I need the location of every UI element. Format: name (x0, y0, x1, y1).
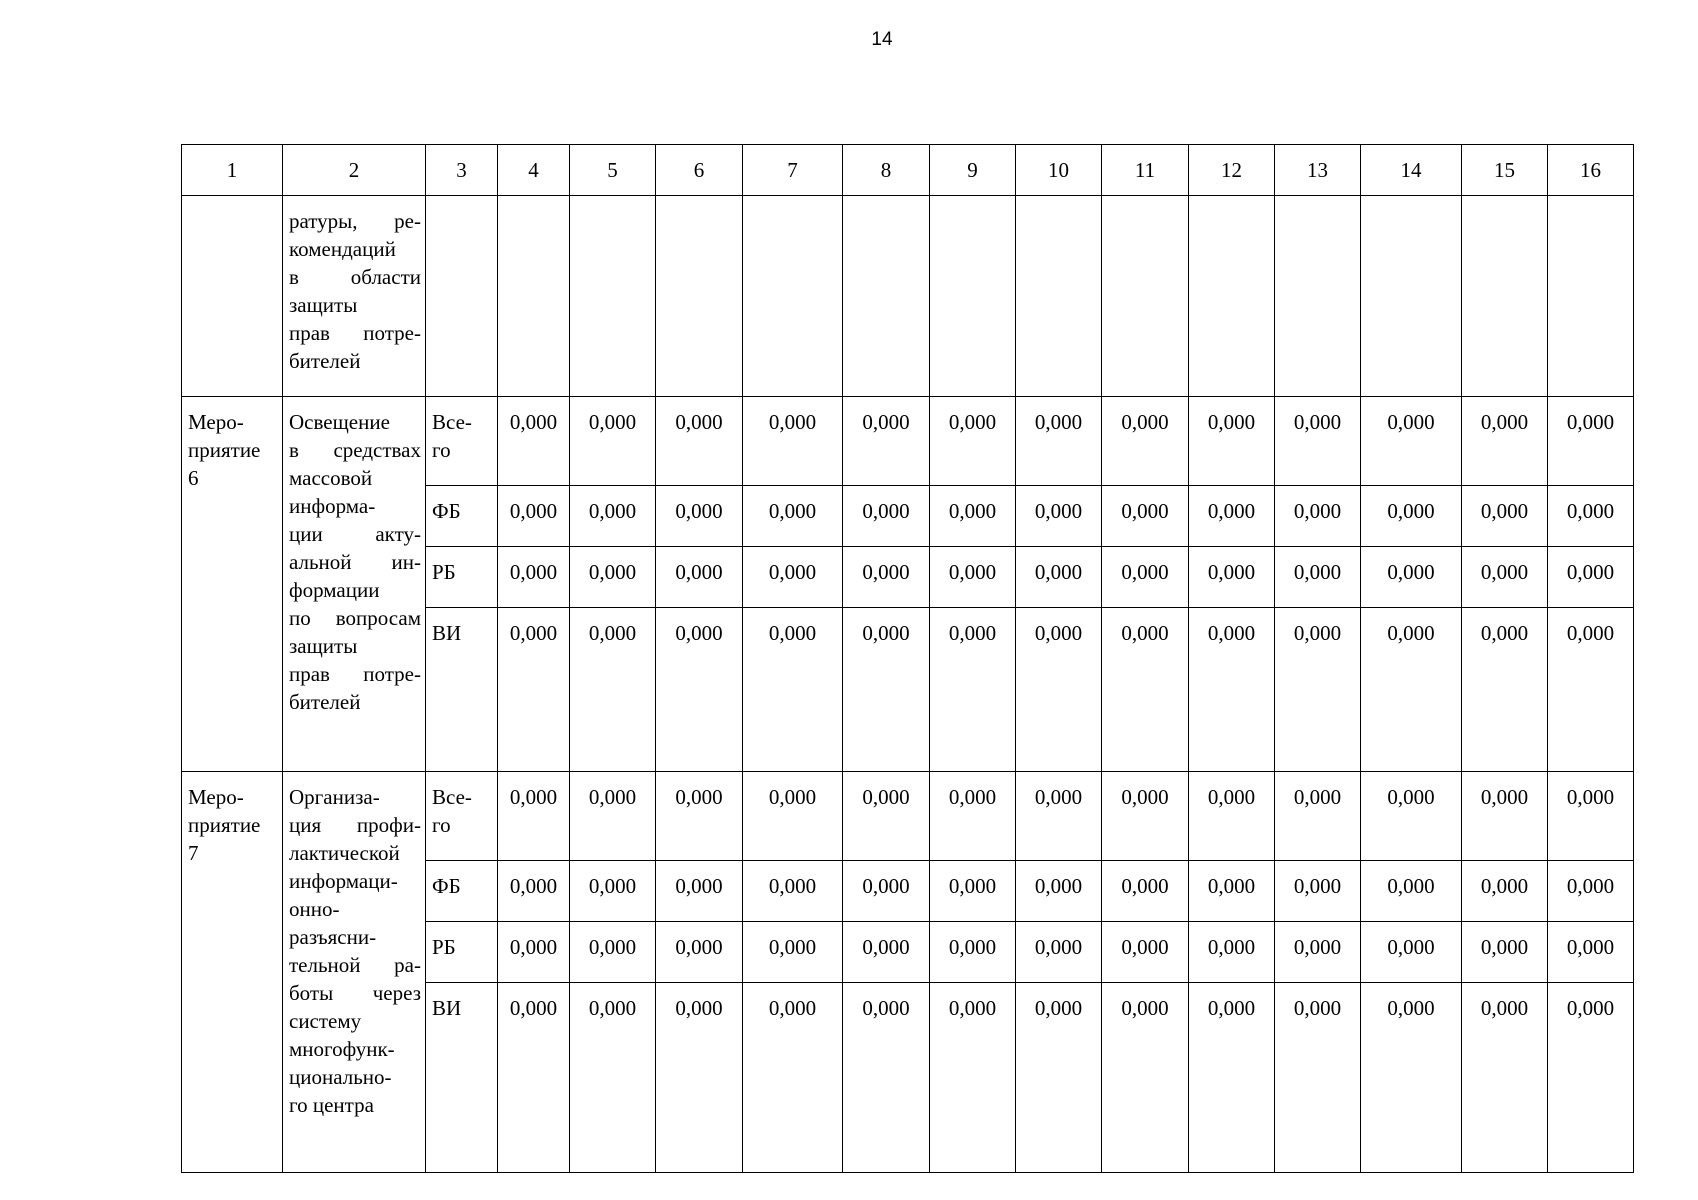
funding-source (426, 486, 498, 547)
value-cell: 0,000 (743, 397, 843, 486)
funding-source-line: го (432, 813, 451, 837)
value-cell: 0,000 (656, 547, 743, 608)
description-line: ции акту- (289, 522, 421, 546)
continuation-row (182, 196, 1634, 397)
description-line: информа- (289, 494, 376, 518)
empty-cell (656, 196, 743, 397)
column-header: 6 (656, 145, 743, 196)
activity-name-line: 6 (188, 466, 199, 490)
header-row (182, 145, 1634, 196)
value-cell: 0,000 (1016, 486, 1102, 547)
value-cell: 0,000 (570, 397, 656, 486)
value-cell: 0,000 (1361, 547, 1462, 608)
description-line: альной ин- (289, 550, 421, 574)
value-cell: 0,000 (1275, 486, 1361, 547)
value-cell: 0,000 (1275, 983, 1361, 1173)
column-header: 13 (1275, 145, 1361, 196)
description-line: защиты (289, 634, 358, 658)
column-header: 2 (283, 145, 426, 196)
value-cell: 0,000 (743, 983, 843, 1173)
activity-name-line: Меро- (188, 410, 244, 434)
value-cell: 0,000 (1189, 983, 1275, 1173)
value-cell: 0,000 (930, 486, 1016, 547)
value-cell: 0,000 (1189, 861, 1275, 922)
value-cell: 0,000 (656, 772, 743, 861)
empty-cell (1462, 196, 1548, 397)
value-cell: 0,000 (1275, 772, 1361, 861)
value-cell: 0,000 (498, 861, 570, 922)
value-cell: 0,000 (1462, 547, 1548, 608)
value-cell: 0,000 (498, 922, 570, 983)
budget-table (181, 144, 1634, 1173)
funding-source-line: Все- (432, 785, 472, 809)
empty-cell (1275, 196, 1361, 397)
value-cell: 0,000 (1462, 983, 1548, 1173)
value-cell: 0,000 (1462, 772, 1548, 861)
value-cell: 0,000 (930, 397, 1016, 486)
value-cell: 0,000 (570, 608, 656, 772)
value-cell: 0,000 (1102, 922, 1189, 983)
value-cell: 0,000 (1189, 486, 1275, 547)
value-cell: 0,000 (498, 983, 570, 1173)
funding-source-line: ФБ (432, 874, 461, 898)
value-cell: 0,000 (498, 486, 570, 547)
funding-source-line: РБ (432, 560, 456, 584)
value-cell: 0,000 (570, 486, 656, 547)
funding-source (426, 983, 498, 1173)
funding-source-line: РБ (432, 935, 456, 959)
column-header: 3 (426, 145, 498, 196)
description-line: ратуры, ре- (289, 209, 421, 233)
description-line: Освещение (289, 410, 390, 434)
value-cell: 0,000 (1462, 486, 1548, 547)
empty-cell (498, 196, 570, 397)
value-cell: 0,000 (1189, 547, 1275, 608)
value-cell: 0,000 (843, 922, 930, 983)
value-cell: 0,000 (743, 547, 843, 608)
value-cell: 0,000 (656, 922, 743, 983)
description-line: в области (289, 265, 421, 289)
description-line: го центра (289, 1093, 374, 1117)
value-cell: 0,000 (1462, 922, 1548, 983)
value-cell: 0,000 (1016, 861, 1102, 922)
description-line: ция профи- (289, 813, 421, 837)
column-header: 7 (743, 145, 843, 196)
description-line: ционально- (289, 1065, 392, 1089)
activity-name-line: приятие (188, 813, 261, 837)
value-cell: 0,000 (1462, 861, 1548, 922)
value-cell: 0,000 (570, 983, 656, 1173)
value-cell: 0,000 (1102, 547, 1189, 608)
value-cell: 0,000 (498, 772, 570, 861)
value-cell: 0,000 (570, 922, 656, 983)
empty-cell (930, 196, 1016, 397)
table-body (182, 145, 1634, 1173)
value-cell: 0,000 (1275, 861, 1361, 922)
value-cell: 0,000 (498, 397, 570, 486)
value-cell: 0,000 (1548, 983, 1634, 1173)
description-line: бителей (289, 690, 361, 714)
value-cell: 0,000 (1275, 397, 1361, 486)
funding-source-line: ВИ (432, 996, 462, 1020)
funding-source-line: го (432, 438, 451, 462)
value-cell: 0,000 (1361, 397, 1462, 486)
activity-name (182, 397, 283, 772)
empty-cell (743, 196, 843, 397)
value-cell: 0,000 (570, 861, 656, 922)
value-cell: 0,000 (656, 486, 743, 547)
description-line: комендаций (289, 237, 396, 261)
value-cell: 0,000 (1462, 397, 1548, 486)
value-cell: 0,000 (656, 397, 743, 486)
funding-source (426, 922, 498, 983)
value-cell: 0,000 (1548, 397, 1634, 486)
funding-source-line: ФБ (432, 499, 461, 523)
value-cell: 0,000 (743, 486, 843, 547)
value-cell: 0,000 (1275, 547, 1361, 608)
value-cell: 0,000 (1189, 922, 1275, 983)
description-line: массовой (289, 466, 373, 490)
activity-description-continued (283, 196, 426, 397)
value-cell: 0,000 (570, 547, 656, 608)
value-cell: 0,000 (1548, 861, 1634, 922)
value-cell: 0,000 (656, 983, 743, 1173)
description-line: прав потре- (289, 321, 421, 345)
value-cell: 0,000 (1102, 397, 1189, 486)
funding-row (182, 397, 1634, 486)
column-header: 14 (1361, 145, 1462, 196)
empty-cell (182, 196, 283, 397)
value-cell: 0,000 (1189, 772, 1275, 861)
value-cell: 0,000 (1462, 608, 1548, 772)
value-cell: 0,000 (930, 922, 1016, 983)
activity-name-line: Меро- (188, 785, 244, 809)
column-header: 10 (1016, 145, 1102, 196)
value-cell: 0,000 (1548, 608, 1634, 772)
value-cell: 0,000 (1548, 772, 1634, 861)
column-header: 8 (843, 145, 930, 196)
description-line: разъясни- (289, 925, 377, 949)
funding-source-line: ВИ (432, 621, 462, 645)
funding-row (182, 772, 1634, 861)
value-cell: 0,000 (1275, 922, 1361, 983)
value-cell: 0,000 (843, 772, 930, 861)
value-cell: 0,000 (1361, 608, 1462, 772)
description-line: защиты (289, 293, 358, 317)
description-line: в средствах (289, 438, 421, 462)
value-cell: 0,000 (843, 397, 930, 486)
value-cell: 0,000 (656, 861, 743, 922)
empty-cell (1189, 196, 1275, 397)
description-line: систему (289, 1009, 362, 1033)
column-header: 11 (1102, 145, 1189, 196)
value-cell: 0,000 (930, 772, 1016, 861)
value-cell: 0,000 (1016, 983, 1102, 1173)
column-header: 1 (182, 145, 283, 196)
value-cell: 0,000 (1275, 608, 1361, 772)
funding-source (426, 772, 498, 861)
value-cell: 0,000 (1548, 486, 1634, 547)
empty-cell (1016, 196, 1102, 397)
value-cell: 0,000 (1102, 486, 1189, 547)
value-cell: 0,000 (1361, 983, 1462, 1173)
value-cell: 0,000 (1548, 547, 1634, 608)
description-line: прав потре- (289, 662, 421, 686)
value-cell: 0,000 (843, 547, 930, 608)
value-cell: 0,000 (743, 772, 843, 861)
description-line: формации (289, 578, 380, 602)
empty-cell (1361, 196, 1462, 397)
value-cell: 0,000 (930, 983, 1016, 1173)
value-cell: 0,000 (1016, 547, 1102, 608)
value-cell: 0,000 (1102, 772, 1189, 861)
activity-description (283, 772, 426, 1173)
value-cell: 0,000 (498, 547, 570, 608)
value-cell: 0,000 (1189, 397, 1275, 486)
value-cell: 0,000 (843, 861, 930, 922)
funding-source (426, 861, 498, 922)
column-header: 16 (1548, 145, 1634, 196)
value-cell: 0,000 (1189, 608, 1275, 772)
value-cell: 0,000 (570, 772, 656, 861)
column-header: 9 (930, 145, 1016, 196)
empty-cell (1548, 196, 1634, 397)
description-line: многофунк- (289, 1037, 395, 1061)
column-header: 12 (1189, 145, 1275, 196)
activity-description (283, 397, 426, 772)
value-cell: 0,000 (1016, 397, 1102, 486)
value-cell: 0,000 (1102, 861, 1189, 922)
funding-source-line: Все- (432, 410, 472, 434)
description-line: боты через (289, 981, 421, 1005)
value-cell: 0,000 (930, 608, 1016, 772)
value-cell: 0,000 (843, 983, 930, 1173)
funding-source (426, 397, 498, 486)
page-number: 14 (871, 29, 893, 50)
value-cell: 0,000 (498, 608, 570, 772)
value-cell: 0,000 (1016, 922, 1102, 983)
description-line: информаци- (289, 869, 398, 893)
empty-cell (1102, 196, 1189, 397)
value-cell: 0,000 (1361, 861, 1462, 922)
funding-source (426, 547, 498, 608)
value-cell: 0,000 (1361, 486, 1462, 547)
description-line: бителей (289, 349, 361, 373)
activity-name-line: 7 (188, 841, 199, 865)
empty-cell (570, 196, 656, 397)
value-cell: 0,000 (656, 608, 743, 772)
value-cell: 0,000 (1361, 922, 1462, 983)
value-cell: 0,000 (1016, 608, 1102, 772)
column-header: 15 (1462, 145, 1548, 196)
value-cell: 0,000 (930, 861, 1016, 922)
column-header: 5 (570, 145, 656, 196)
value-cell: 0,000 (743, 608, 843, 772)
value-cell: 0,000 (743, 922, 843, 983)
empty-cell (426, 196, 498, 397)
description-line: по вопросам (289, 606, 421, 630)
column-header: 4 (498, 145, 570, 196)
value-cell: 0,000 (1102, 983, 1189, 1173)
value-cell: 0,000 (1548, 922, 1634, 983)
description-line: Организа- (289, 785, 380, 809)
funding-source (426, 608, 498, 772)
value-cell: 0,000 (843, 608, 930, 772)
value-cell: 0,000 (843, 486, 930, 547)
value-cell: 0,000 (743, 861, 843, 922)
activity-name (182, 772, 283, 1173)
value-cell: 0,000 (1016, 772, 1102, 861)
description-line: онно- (289, 897, 340, 921)
empty-cell (843, 196, 930, 397)
activity-name-line: приятие (188, 438, 261, 462)
description-line: лактической (289, 841, 400, 865)
value-cell: 0,000 (1102, 608, 1189, 772)
description-line: тельной ра- (289, 953, 421, 977)
value-cell: 0,000 (930, 547, 1016, 608)
value-cell: 0,000 (1361, 772, 1462, 861)
